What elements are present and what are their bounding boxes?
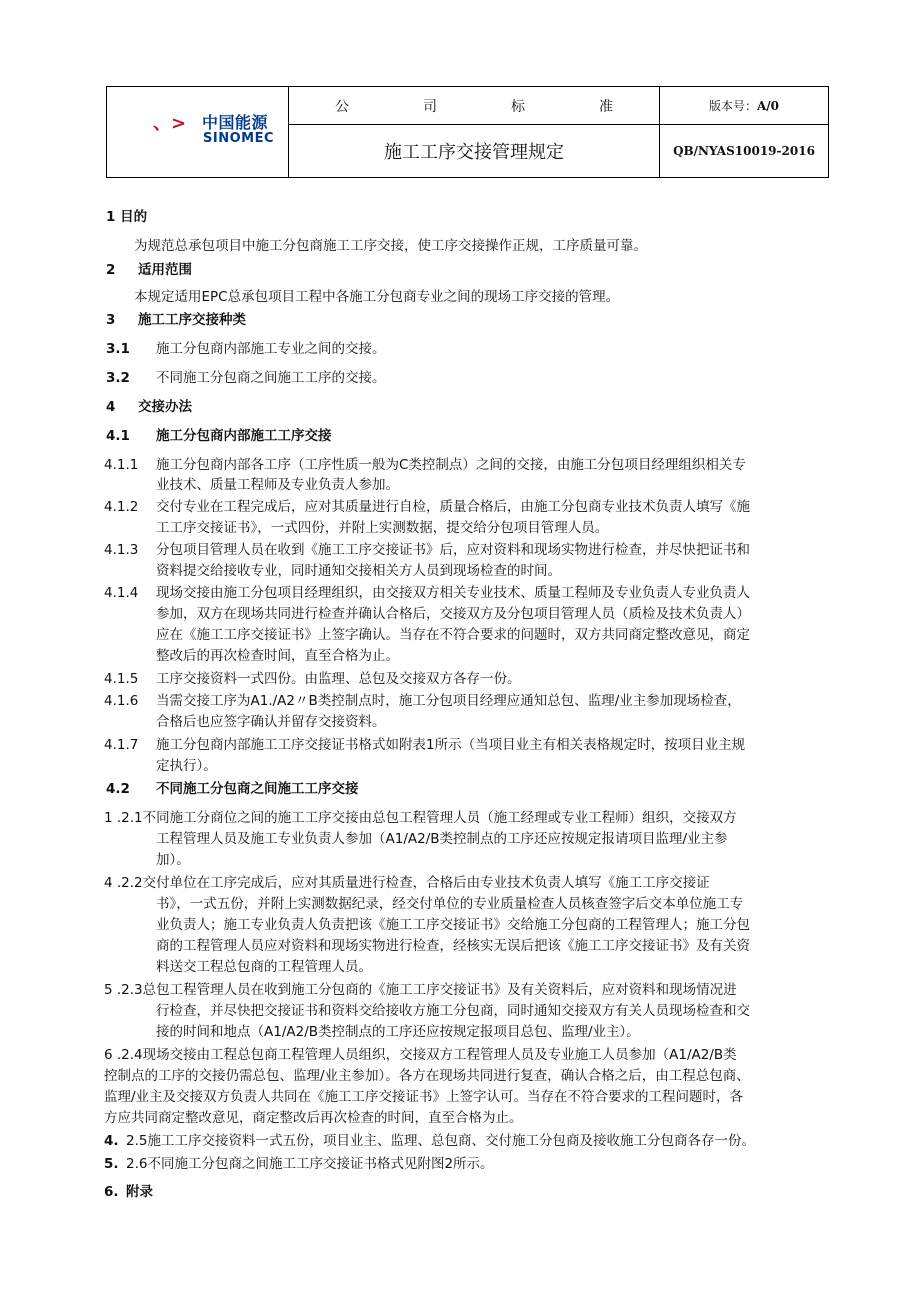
- section-4-title: 交接办法: [138, 399, 192, 415]
- section-4-1-title: 施工分包商内部施工工序交接: [156, 428, 332, 444]
- section-3-2-number: 3.2: [106, 370, 130, 386]
- item-4-1-4-number: 4.1.4: [104, 585, 139, 601]
- section-4-2-number: 4.2: [106, 781, 130, 797]
- version-label: 版本号：: [708, 99, 757, 113]
- item-4-2-4-line: 监理/业主及交接双方负责人共同在《施工工序交接证书》上签字认可。当存在不符合要求的工程问题时，各: [104, 1089, 744, 1105]
- item-4-1-2-line: 交付专业在工程完成后，应对其质量进行自检，质量合格后，由施工分包商专业技术负责人填写《施: [156, 499, 750, 515]
- item-4-1-1-line: 施工分包商内部各工序（工序性质一般为C类控制点）之间的交接，由施工分包项目经理组织相关专: [156, 457, 746, 473]
- item-4-2-1-line: 加）。: [156, 852, 190, 868]
- item-4-1-4-line: 参加，双方在现场共同进行检查并确认合格后，交接双方及分包项目管理人员（质检及技术负责人）: [156, 606, 750, 622]
- section-3-1-body: 施工分包商内部施工专业之间的交接。: [156, 341, 386, 357]
- item-4-1-1-line: 业技术、质量工程师及专业负责人参加。: [156, 477, 399, 493]
- item-4-1-5-line: 工序交接资料一式四份。由监理、总包及交接双方各存一份。: [156, 671, 521, 687]
- item-4-1-7-line: 定执行）。: [156, 758, 217, 774]
- item-4-2-6-line: 2.6不同施工分包商之间施工工序交接证书格式见附图2所示。: [126, 1156, 494, 1172]
- document-title: 施工工序交接管理规定: [289, 125, 660, 178]
- item-4-1-3-line: 资料提交给接收专业，同时通知交接相关方人员到现场检查的时间。: [156, 563, 561, 579]
- item-4-2-4-line: 方应共同商定整改意见，商定整改后再次检查的时间，直至合格为止。: [104, 1110, 523, 1126]
- item-4-1-4-line: 整改后的再次检查时间，直至合格为止。: [156, 648, 399, 664]
- item-4-2-4-line: 控制点的工序的交接仍需总包、监理/业主参加）。各方在现场共同进行复查，确认合格之后，由工程总包商、: [104, 1068, 750, 1084]
- section-2-number: 2: [106, 262, 116, 278]
- section-3-2-body: 不同施工分包商之间施工工序的交接。: [156, 370, 386, 386]
- section-1-body: 为规范总承包项目中施工分包商施工工序交接，使工序交接操作正规，工序质量可靠。: [134, 238, 647, 254]
- item-4-2-1-line: 工程管理人员及施工专业负责人参加（A1/A2/B类控制点的工序还应按规定报请项目监理/业主参: [156, 831, 728, 847]
- section-2-body: 本规定适用EPC总承包项目工程中各施工分包商专业之间的现场工序交接的管理。: [134, 289, 620, 305]
- section-3-title: 施工工序交接种类: [138, 312, 246, 328]
- item-4-2-5-line: 2.5施工工序交接资料一式五份，项目业主、监理、总包商、交付施工分包商及接收施工分包商各存一份。: [126, 1133, 755, 1149]
- item-4-1-6-line: 合格后也应签字确认并留存交接资料。: [156, 714, 386, 730]
- section-1-title: 1 目的: [106, 209, 148, 225]
- item-4-2-5-number: 4.: [104, 1133, 119, 1149]
- item-4-2-3-line: 行检查，并尽快把交接证书和资料交给接收方施工分包商，同时通知交接双方有关人员现场检查和交: [156, 1003, 750, 1019]
- section-4-1-number: 4.1: [106, 428, 130, 444]
- document-code: QB/NYAS10019-2016: [660, 125, 829, 178]
- item-4-2-3-line: 接的时间和地点（A1/A2/B类控制点的工序还应按规定报项目总包、监理/业主）。: [156, 1024, 640, 1040]
- item-4-1-4-line: 应在《施工工序交接证书》上签字确认。当存在不符合要求的问题时，双方共同商定整改意见，商定: [156, 627, 750, 643]
- item-4-2-2-line: 料送交工程总包商的工程管理人员。: [156, 959, 372, 975]
- document-header-table: [106, 86, 829, 178]
- item-4-2-2-line: 4 .2.2交付单位在工序完成后，应对其质量进行检查，合格后由专业技术负责人填写《施工工序交接证: [104, 875, 710, 891]
- item-4-2-4-line: 6 .2.4现场交接由工程总包商工程管理人员组织，交接双方工程管理人员及专业施工人员参加（A1/A2/B类: [104, 1047, 737, 1063]
- logo-cn-text: 中国能源: [202, 113, 269, 132]
- item-4-1-5-number: 4.1.5: [104, 671, 139, 687]
- item-4-1-7-line: 施工分包商内部施工工序交接证书格式如附表1所示（当项目业主有相关表格规定时，按项目业主规: [156, 737, 746, 753]
- item-4-2-1-line: 1 .2.1不同施工分商位之间的施工工序交接由总包工程管理人员（施工经理或专业工程师）组织，交接双方: [104, 810, 737, 826]
- section-3-1-number: 3.1: [106, 341, 130, 357]
- item-4-2-2-line: 商的工程管理人员应对资料和现场实物进行检查，经核实无误后把该《施工工序交接证书》及有关资: [156, 938, 750, 954]
- item-4-1-6-number: 4.1.6: [104, 693, 139, 709]
- item-4-1-2-line: 工工序交接证书》，一式四份，并附上实测数据，提交给分包项目管理人员。: [156, 520, 609, 536]
- item-4-2-2-line: 书》，一式五份，并附上实测数据纪录，经交付单位的专业质量检查人员核查签字后交本单位施工专: [156, 896, 744, 912]
- item-4-2-3-line: 5 .2.3总包工程管理人员在收到施工分包商的《施工工序交接证书》及有关资料后，应对资料和现场情况进: [104, 982, 737, 998]
- section-3-number: 3: [106, 312, 116, 328]
- section-4-number: 4: [106, 399, 116, 415]
- version-value: A/0: [756, 99, 780, 113]
- section-2-title: 适用范围: [138, 262, 192, 278]
- item-4-1-3-line: 分包项目管理人员在收到《施工工序交接证书》后，应对资料和现场实物进行检查，并尽快把证书和: [156, 542, 750, 558]
- section-6-number: 6.: [104, 1184, 119, 1200]
- item-4-1-2-number: 4.1.2: [104, 499, 139, 515]
- item-4-1-3-number: 4.1.3: [104, 542, 139, 558]
- item-4-2-2-line: 业负责人；施工专业负责人负责把该《施工工序交接证书》交给施工分包商的工程管理人；施工分包: [156, 917, 750, 933]
- item-4-2-6-number: 5.: [104, 1156, 119, 1172]
- company-logo: [107, 87, 289, 178]
- company-standard-label: 公司标准: [289, 87, 660, 125]
- item-4-1-6-line: 当需交接工序为A1./A2〃B类控制点时，施工分包项目经理应通知总包、监理/业主参加现场检查，: [156, 693, 741, 709]
- section-4-2-title: 不同施工分包商之间施工工序交接: [156, 781, 359, 797]
- item-4-1-1-number: 4.1.1: [104, 457, 139, 473]
- item-4-1-4-line: 现场交接由施工分包项目经理组织，由交接双方相关专业技术、质量工程师及专业负责人专业负责人: [156, 585, 750, 601]
- version-cell: [660, 87, 829, 125]
- item-4-1-7-number: 4.1.7: [104, 737, 139, 753]
- section-6-title: 附录: [126, 1184, 153, 1200]
- logo-mark-icon: 、>: [153, 113, 187, 134]
- logo-en-text: SINOMEC: [203, 131, 274, 146]
